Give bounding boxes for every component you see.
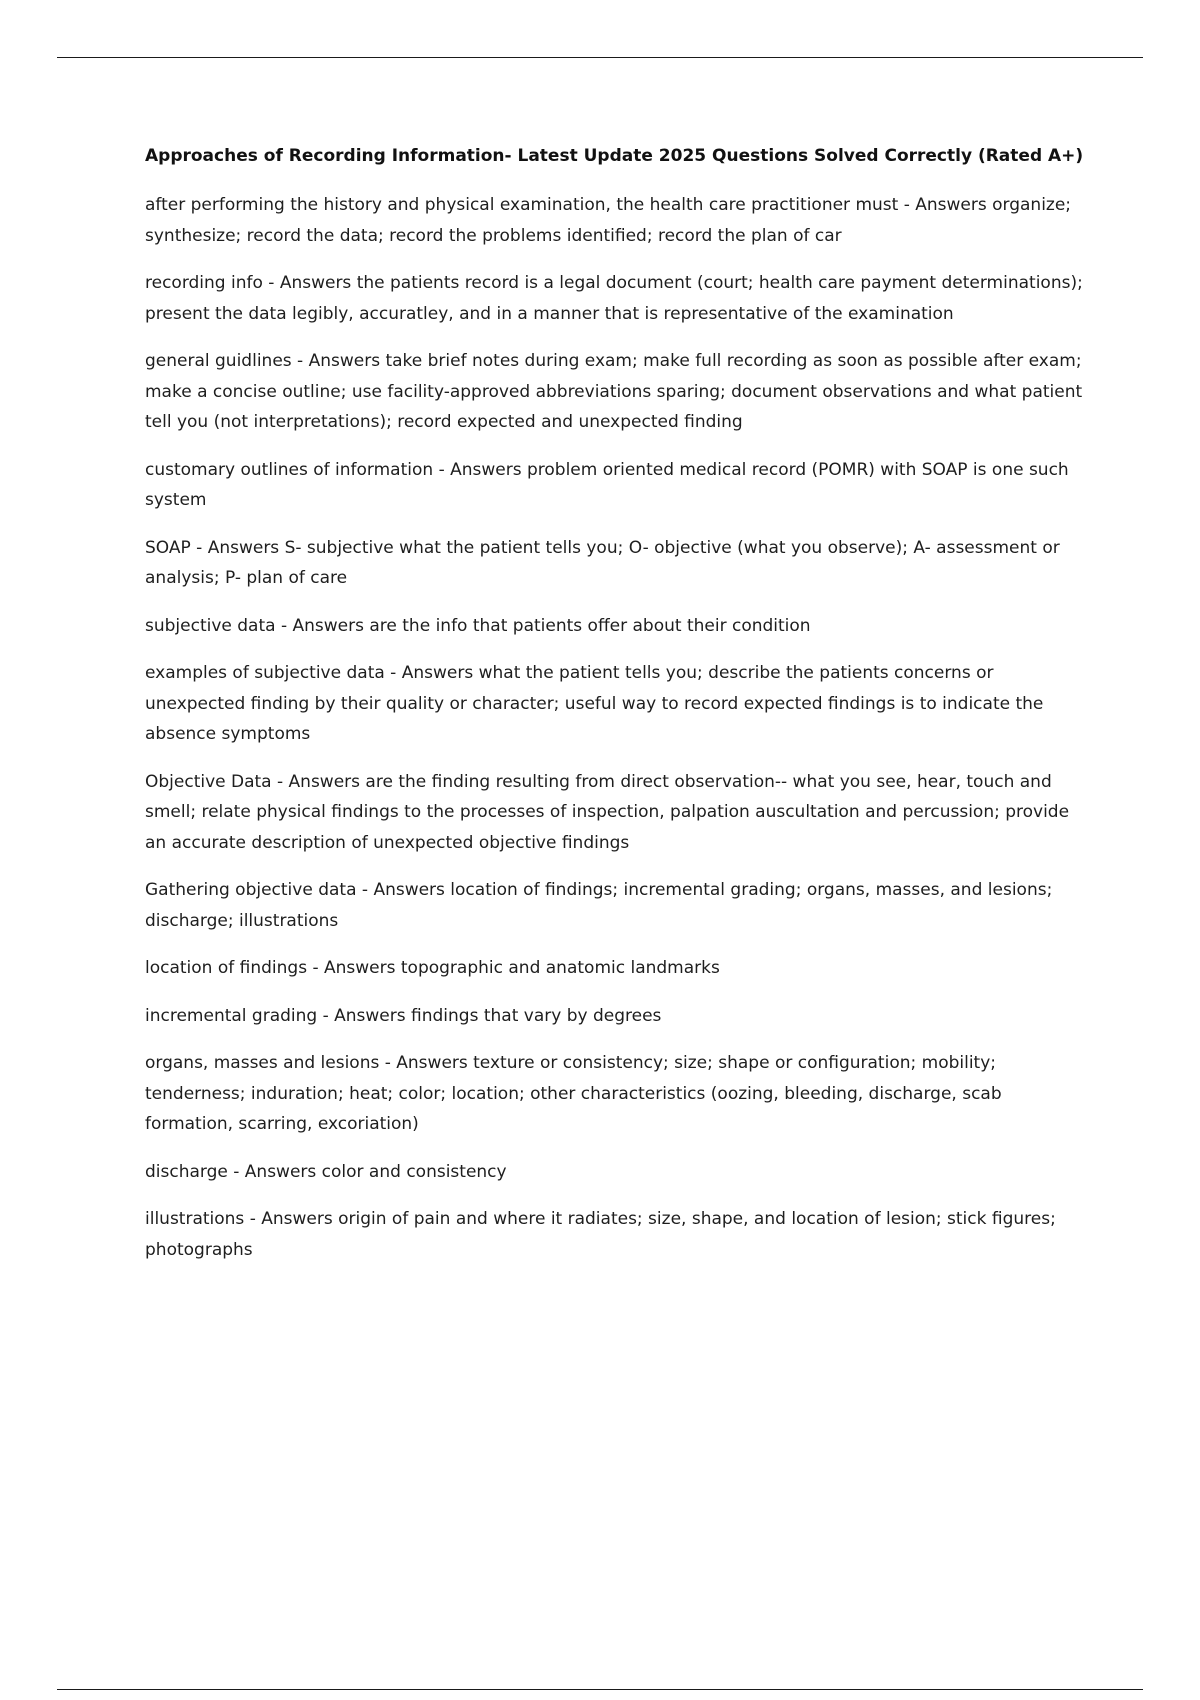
qa-entry: incremental grading - Answers findings that vary by degrees bbox=[145, 1005, 662, 1026]
qa-entry: illustrations - Answers origin of pain and where it radiates; size, shape, and location of lesion; stick figures; photographs bbox=[145, 1209, 1056, 1260]
qa-entry: organs, masses and lesions - Answers texture or consistency; size; shape or configuration; mobility; tenderness; induration; heat; color; location; other characteristics (oozing, bleeding, discharge, scab formation, scarring, excoriation) bbox=[145, 1053, 1002, 1134]
document-title: Approaches of Recording Information- Latest Update 2025 Questions Solved Correctly (Rated A+) bbox=[145, 146, 1084, 166]
qa-list bbox=[145, 190, 1085, 1265]
document-body bbox=[145, 144, 1085, 1282]
qa-entry: general guidlines - Answers take brief notes during exam; make full recording as soon as possible after exam; make a concise outline; use facility-approved abbreviations sparing; document observations and what patient tell you (not interpretations); record expected and unexpected finding bbox=[145, 351, 1083, 432]
qa-entry: after performing the history and physical examination, the health care practitioner must - Answers organize; synthesize; record the data; record the problems identified; record the plan of car bbox=[145, 195, 1072, 246]
qa-entry: SOAP - Answers S- subjective what the patient tells you; O- objective (what you observe); A- assessment or analysis; P- plan of care bbox=[145, 537, 1060, 588]
qa-entry: Objective Data - Answers are the finding resulting from direct observation-- what you see, hear, touch and smell; relate physical findings to the processes of inspection, palpation auscultation and percussion; provide an accurate description of unexpected objective findings bbox=[145, 771, 1070, 853]
qa-entry: Gathering objective data - Answers location of findings; incremental grading; organs, masses, and lesions; discharge; illustrations bbox=[145, 880, 1053, 931]
qa-entry: customary outlines of information - Answers problem oriented medical record (POMR) with SOAP is one such system bbox=[145, 459, 1069, 510]
header-rule bbox=[57, 57, 1143, 58]
qa-entry: discharge - Answers color and consistency bbox=[145, 1161, 507, 1182]
qa-entry: recording info - Answers the patients record is a legal document (court; health care payment determinations); present the data legibly, accuratley, and in a manner that is representative of the examination bbox=[145, 273, 1083, 324]
footer-rule bbox=[57, 1689, 1143, 1690]
qa-entry: examples of subjective data - Answers what the patient tells you; describe the patients concerns or unexpected finding by their quality or character; useful way to record expected findings is to indicate the absence symptoms bbox=[145, 663, 1044, 744]
qa-entry: location of findings - Answers topographic and anatomic landmarks bbox=[145, 958, 720, 978]
qa-entry: subjective data - Answers are the info that patients offer about their condition bbox=[145, 615, 811, 636]
